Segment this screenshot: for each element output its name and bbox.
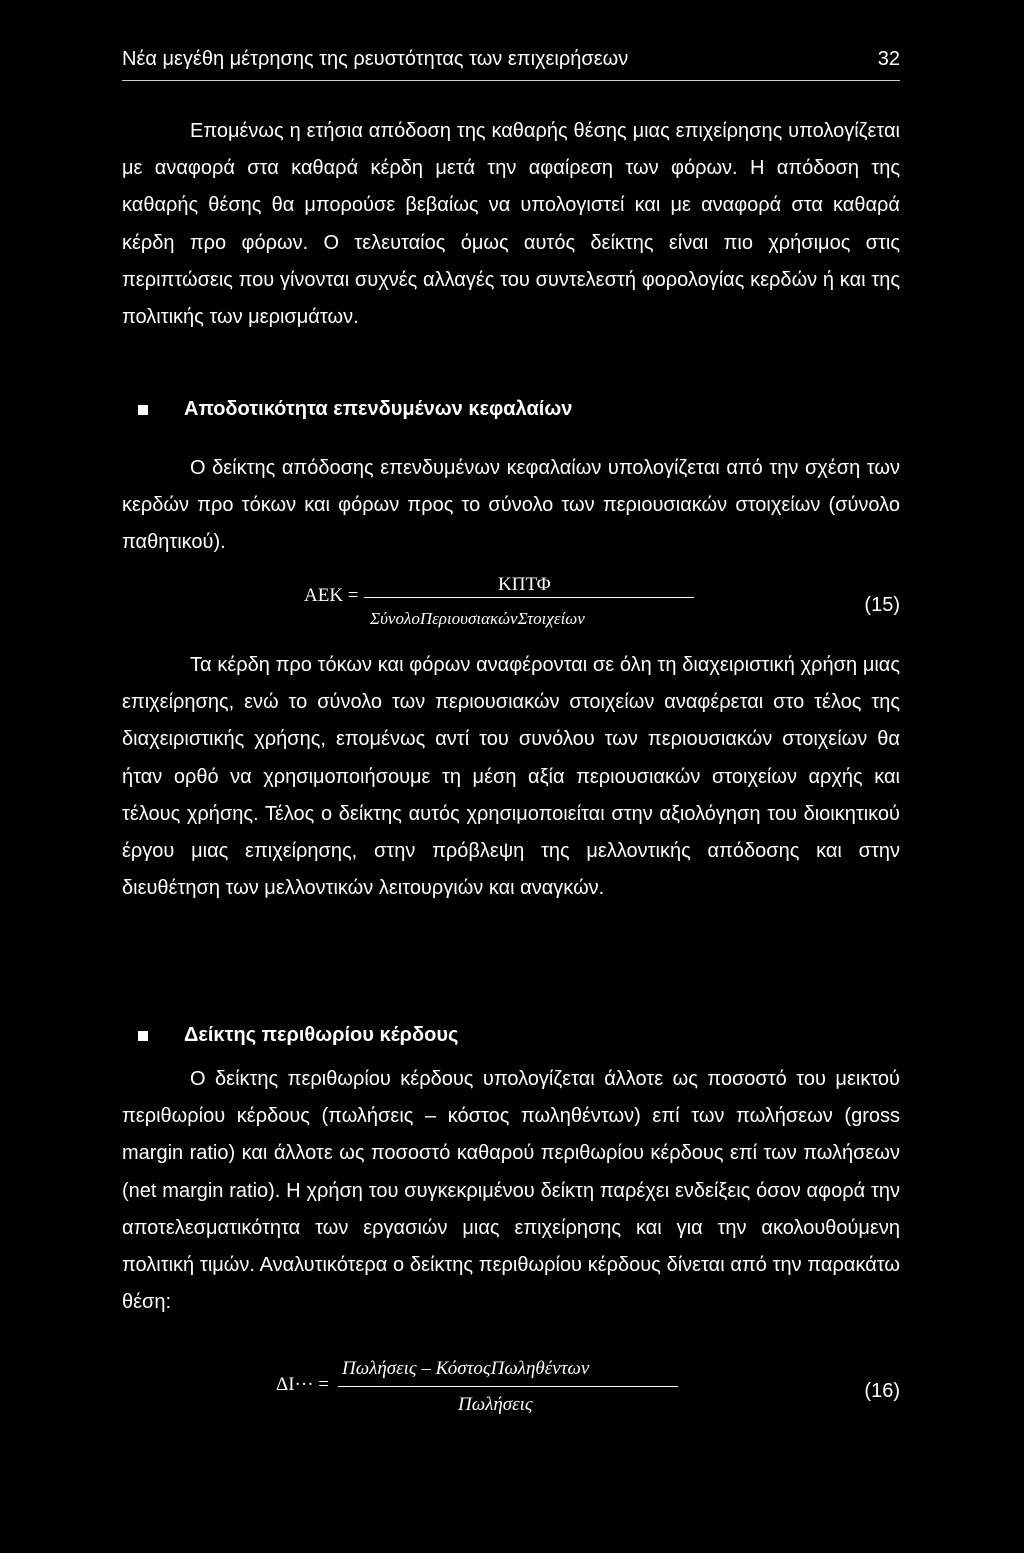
header-title: Νέα μεγέθη μέτρησης της ρευστότητας των επιχειρήσεων xyxy=(122,48,629,70)
header-rule xyxy=(122,80,900,81)
bullet-icon xyxy=(138,405,148,415)
formula-15 xyxy=(122,572,900,632)
formula-16-lhs: ΔΙ··· = xyxy=(276,1374,329,1395)
formula-16 xyxy=(122,1356,900,1426)
formula-15-fraction-line xyxy=(364,597,694,598)
section-heading-2-text: Δείκτης περιθωρίου κέρδους xyxy=(184,1024,459,1046)
formula-15-lhs: ΑΕΚ = xyxy=(304,585,359,606)
formula-16-numerator: Πωλήσεις – ΚόστοςΠωληθέντων xyxy=(342,1358,590,1379)
bullet-icon xyxy=(138,1031,148,1041)
section-2-paragraph: Ο δείκτης περιθωρίου κέρδους υπολογίζεται άλλοτε ως ποσοστό του μεικτού περιθωρίου κέρδους (πωλήσεις – κόστος πωληθέντων) επί των πωλήσεων (gross margin ratio) και άλλοτε ως ποσοστό καθαρού περιθωρίου κέρδους επί των πωλήσεων (net margin ratio). Η χρήση του συγκεκριμένου δείκτη παρέχει ενδείξεις όσον αφορά την αποτελεσματικότητα των εργασιών μιας επιχείρησης και για την ακολουθούμενη πολιτική τιμών. Αναλυτικότερα ο δείκτης περιθωρίου κέρδους δίνεται από την παρακάτω θέση: xyxy=(122,1068,900,1314)
formula-16-fraction-line xyxy=(338,1386,678,1387)
section-heading-2 xyxy=(138,1024,458,1047)
formula-16-number: (16) xyxy=(864,1380,900,1402)
formula-15-numerator: ΚΠΤΦ xyxy=(498,574,551,595)
formula-15-denominator: ΣύνολοΠεριουσιακώνΣτοιχείων xyxy=(370,609,585,628)
running-header xyxy=(122,48,900,71)
paragraph-1: Επομένως η ετήσια απόδοση της καθαρής θέσης μιας επιχείρησης υπολογίζεται με αναφορά στα καθαρά κέρδη μετά την αφαίρεση των φόρων. Η απόδοση της καθαρής θέσης θα μπορούσε βεβαίως να υπολογιστεί και με αναφορά στα καθαρά κέρδη προ φόρων. Ο τελευταίος όμως αυτός δείκτης είναι πιο χρήσιμος στις περιπτώσεις που γίνονται συχνές αλλαγές του συντελεστή φορολογίας κερδών ή και της πολιτικής των μερισμάτων. xyxy=(122,120,900,329)
formula-16-denominator: Πωλήσεις xyxy=(458,1394,533,1415)
formula-15-number: (15) xyxy=(864,594,900,616)
page-number: 32 xyxy=(877,48,900,70)
section-heading-1-text: Αποδοτικότητα επενδυμένων κεφαλαίων xyxy=(184,398,573,420)
section-heading-1 xyxy=(138,398,572,421)
section-1-paragraph: Ο δείκτης απόδοσης επενδυμένων κεφαλαίων υπολογίζεται από την σχέση των κερδών προ τόκων και φόρων προς το σύνολο των περιουσιακών στοιχείων (σύνολο παθητικού). xyxy=(122,457,900,554)
section-1-paragraph-2: Τα κέρδη προ τόκων και φόρων αναφέρονται σε όλη τη διαχειριστική χρήση μιας επιχείρησης, ενώ το σύνολο των περιουσιακών στοιχείων αναφέρεται στο τέλος της διαχειριστικής χρήσης, επομένως αντί του συνόλου των περιουσιακών στοιχείων θα ήταν ορθό να χρησιμοποιήσουμε τη μέση αξία περιουσιακών στοιχείων αρχής και τέλους χρήσης. Τέλος ο δείκτης αυτός χρησιμοποιείται στην αξιολόγηση του διοικητικού έργου μιας επιχείρησης, στην πρόβλεψη της μελλοντικής απόδοσης και στην διευθέτηση των μελλοντικών λειτουργιών και αναγκών. xyxy=(122,654,900,900)
